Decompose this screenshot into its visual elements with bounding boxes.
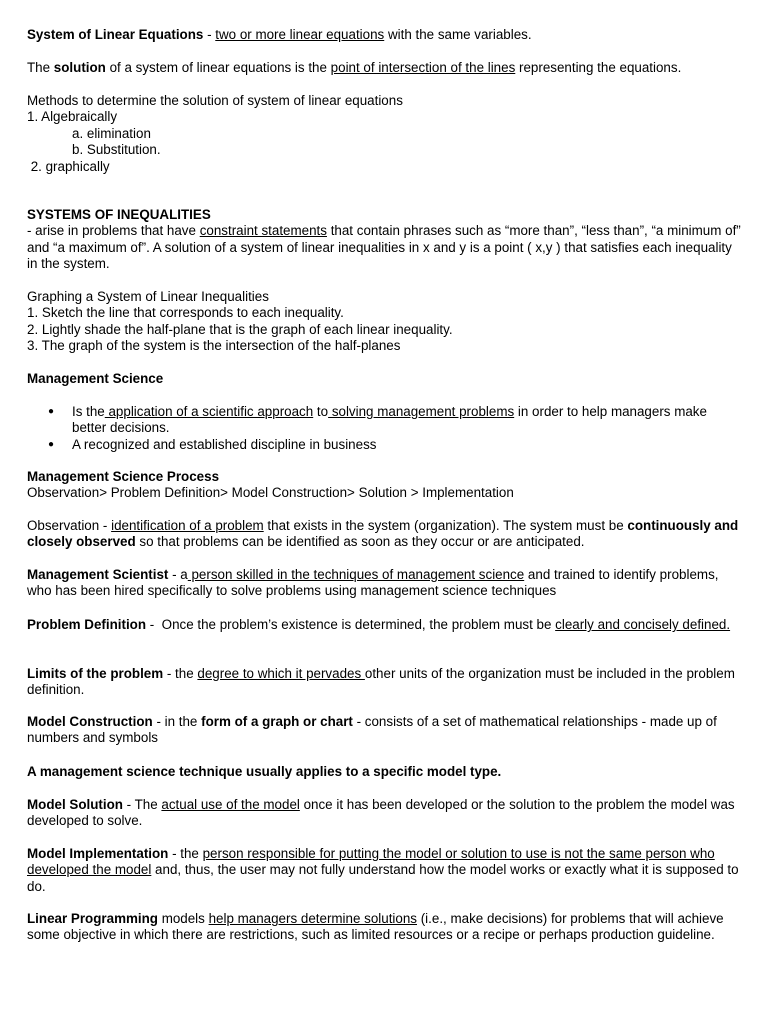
ms-b1-pre: Is the xyxy=(72,404,105,419)
technique-text: A management science technique usually applies to a specific model type. xyxy=(27,764,502,779)
problem-def-def: clearly and concisely defined. xyxy=(555,617,731,632)
sle-definition xyxy=(27,27,743,43)
msol-sep: - The xyxy=(122,797,162,812)
sle-term: System of Linear Equations xyxy=(27,27,204,42)
sle-def: two or more linear equations xyxy=(215,27,385,42)
observation-rest: so that problems can be identified as soon as they occur or are anticipated. xyxy=(135,534,585,550)
methods-sub-b: b. Substitution. xyxy=(72,142,161,158)
methods-item-2: 2. graphically xyxy=(27,158,110,174)
limits-rest: other units of the organization must be included in the problem definition. xyxy=(27,666,735,698)
graphing-heading: Graphing a System of Linear Inequalities xyxy=(27,289,269,304)
solution-mid: of a system of linear equations is the xyxy=(105,60,331,75)
scientist-def: person skilled in the techniques of management science xyxy=(187,567,525,582)
ms-b2: A recognized and established discipline in business xyxy=(72,436,377,452)
sle-sep: - xyxy=(203,27,216,42)
technique-statement xyxy=(27,764,743,780)
limits-sep: - the xyxy=(163,666,198,681)
linear-programming-definition xyxy=(27,911,743,944)
mi-term: Model Implementation xyxy=(27,846,169,861)
model-construction-definition xyxy=(27,714,743,747)
ms-b1-rest: in order to help managers make better decisions. xyxy=(72,404,707,436)
ms-heading-text: Management Science xyxy=(27,371,164,386)
ineq-def: constraint statements xyxy=(199,223,327,239)
observation-sep: - xyxy=(99,518,112,533)
limits-definition xyxy=(27,666,743,699)
scientist-term: Management Scientist xyxy=(27,567,169,582)
mi-rest: and, thus, the user may not fully understand how the model works or exactly what it is supposed to do. xyxy=(27,862,739,894)
solution-def: point of intersection of the lines xyxy=(330,60,516,75)
graphing-section xyxy=(27,289,743,355)
observation-bold: continuously and closely observed xyxy=(27,518,739,550)
scientist-rest: and trained to identify problems, who has been hired specifically to solve problems using management science techniques xyxy=(27,567,719,599)
model-implementation-definition xyxy=(27,846,743,895)
process-heading: Management Science Process xyxy=(27,469,220,484)
msol-rest: once it has been developed or the solution to the problem the model was developed to solve. xyxy=(27,797,735,829)
msol-def: actual use of the model xyxy=(161,797,300,812)
list-item xyxy=(27,437,743,453)
problem-def-term: Problem Definition xyxy=(27,617,147,632)
ms-b1-mid: to xyxy=(313,404,329,419)
model-solution-definition xyxy=(27,797,743,830)
limits-term: Limits of the problem xyxy=(27,666,164,681)
ineq-pre: - arise in problems that have xyxy=(27,223,200,239)
lp-def: help managers determine solutions xyxy=(208,911,417,926)
sle-rest: with the same variables. xyxy=(384,27,532,42)
observation-definition xyxy=(27,518,743,551)
limits-def: degree to which it pervades xyxy=(197,666,365,681)
inequalities-definition xyxy=(27,223,743,272)
ms-b1-u1: application of a scientific approach xyxy=(104,404,314,419)
mc-rest: - consists of a set of mathematical relationships - made up of numbers and symbols xyxy=(27,714,717,746)
solution-pre: The xyxy=(27,60,54,75)
methods-heading: Methods to determine the solution of system of linear equations xyxy=(27,93,403,108)
observation-term: Observation xyxy=(27,518,100,533)
process-steps: Observation> Problem Definition> Model Construction> Solution > Implementation xyxy=(27,485,514,501)
ineq-rest: that contain phrases such as “more than”, “less than”, “a minimum of” and “a maximum of”. A solution of a system of linear inequalities in x and y is a point ( x,y ) that satisfies each inequality in the system. xyxy=(27,223,741,272)
methods-sub-a: a. elimination xyxy=(72,125,151,141)
inequalities-heading: SYSTEMS OF INEQUALITIES xyxy=(27,207,211,222)
observation-mid: that exists in the system (organization). The system must be xyxy=(263,518,628,533)
mi-sep: - the xyxy=(168,846,203,861)
methods-section xyxy=(27,93,743,175)
problem-def-sep: - Once the problem’s existence is determined, the problem must be xyxy=(146,617,556,632)
lp-term: Linear Programming xyxy=(27,911,158,926)
management-science-heading xyxy=(27,371,743,387)
graphing-step-1: 1. Sketch the line that corresponds to each inequality. xyxy=(27,305,344,321)
management-science-list xyxy=(27,404,743,453)
solution-rest: representing the equations. xyxy=(515,60,682,75)
mc-bold: form of a graph or chart xyxy=(201,714,353,729)
lp-sep: models xyxy=(157,911,209,926)
msol-term: Model Solution xyxy=(27,797,123,812)
mc-sep: - in the xyxy=(152,714,202,729)
observation-def: identification of a problem xyxy=(111,518,264,533)
graphing-step-3: 3. The graph of the system is the intersection of the half-planes xyxy=(27,338,401,354)
scientist-sep: - a xyxy=(168,567,188,582)
inequalities-section xyxy=(27,207,743,273)
list-item xyxy=(27,404,743,437)
ms-b1-u2: solving management problems xyxy=(328,404,515,419)
mc-term: Model Construction xyxy=(27,714,153,729)
process-section xyxy=(27,469,743,502)
solution-term: solution xyxy=(53,60,106,75)
lp-rest: (i.e., make decisions) for problems that will achieve some objective in which there are restrictions, such as limited resources or a recipe or perhaps production guideline. xyxy=(27,911,724,943)
solution-definition xyxy=(27,60,743,76)
methods-item-1: 1. Algebraically xyxy=(27,109,118,125)
mi-def: person responsible for putting the model or solution to use is not the same person who developed the model xyxy=(27,846,715,878)
graphing-step-2: 2. Lightly shade the half-plane that is the graph of each linear inequality. xyxy=(27,321,453,337)
scientist-definition xyxy=(27,567,743,600)
problem-definition xyxy=(27,617,743,633)
